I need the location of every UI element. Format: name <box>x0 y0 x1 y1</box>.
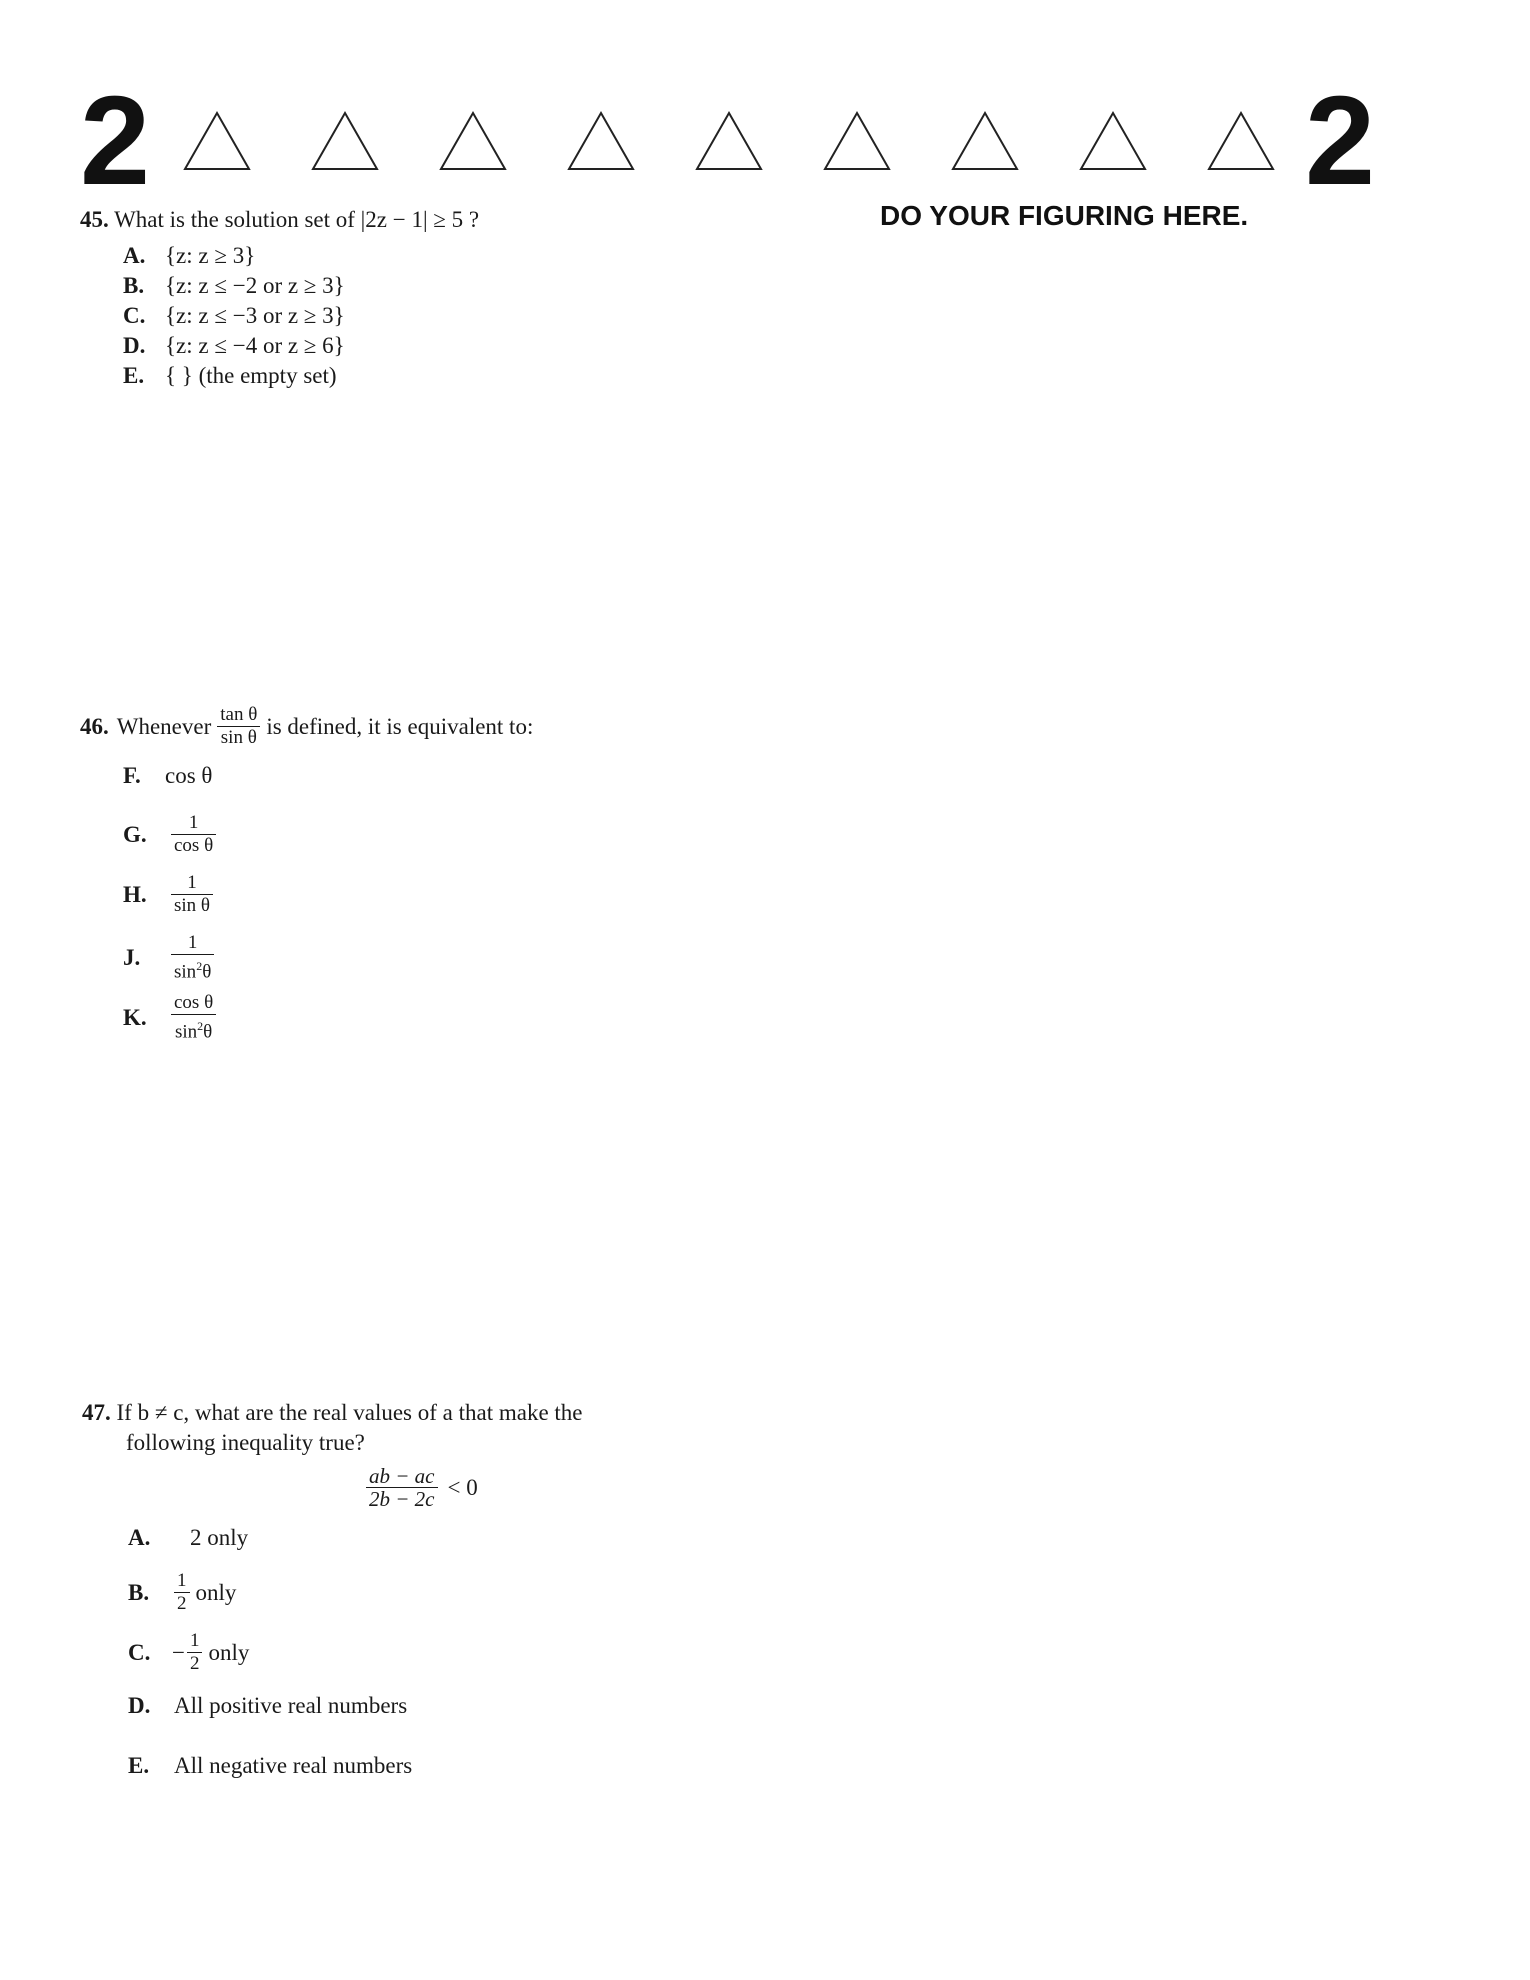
option-text: only <box>208 1639 250 1665</box>
denominator-variable: θ <box>202 961 212 983</box>
option-text: {z: z ≤ −3 or z ≥ 3} <box>165 303 345 328</box>
option-46-j[interactable] <box>123 932 220 983</box>
option-47-e[interactable] <box>128 1753 412 1779</box>
triangle-icon <box>438 110 508 172</box>
question-text-line2: following inequality true? <box>126 1430 365 1455</box>
option-47-a[interactable] <box>128 1525 248 1551</box>
fraction-denominator: sin θ <box>220 727 257 748</box>
fraction-numerator: 1 <box>174 1570 190 1593</box>
triangle-icon <box>1206 110 1276 172</box>
option-47-b[interactable] <box>128 1570 236 1615</box>
option-47-d[interactable] <box>128 1693 407 1719</box>
triangle-icon <box>182 110 252 172</box>
option-letter: J. <box>123 944 141 970</box>
question-number: 45. <box>80 207 109 232</box>
option-fraction <box>171 932 214 983</box>
option-47-c[interactable] <box>128 1630 249 1675</box>
option-letter: B. <box>128 1579 150 1605</box>
option-letter: A. <box>123 243 146 268</box>
option-letter: E. <box>128 1753 150 1778</box>
figuring-label: DO YOUR FIGURING HERE. <box>880 200 1249 231</box>
option-45-e[interactable] <box>123 363 337 389</box>
page-header <box>0 0 1530 211</box>
option-text: All negative real numbers <box>174 1753 413 1778</box>
fraction-denominator <box>171 955 214 983</box>
triangle-icon <box>310 110 380 172</box>
option-letter: D. <box>128 1693 151 1718</box>
option-letter: C. <box>128 1639 151 1665</box>
triangle-icon <box>566 110 636 172</box>
fraction-denominator: 2b − 2c <box>369 1487 435 1511</box>
question-number: 47. <box>82 1400 111 1425</box>
option-fraction <box>171 812 216 857</box>
option-45-c[interactable] <box>123 303 345 329</box>
inequality-fraction <box>366 1465 438 1510</box>
fraction-denominator <box>171 1015 216 1043</box>
denominator-variable: θ <box>203 1021 213 1043</box>
option-46-k[interactable] <box>123 992 222 1043</box>
option-text: 2 only <box>190 1525 249 1550</box>
option-text: {z: z ≥ 3} <box>165 243 256 268</box>
fraction-numerator: 1 <box>171 932 214 955</box>
denominator-exponent: 2 <box>197 1019 204 1033</box>
question-number: 46. <box>80 713 109 739</box>
option-letter: C. <box>123 303 146 328</box>
option-45-a[interactable] <box>123 243 255 269</box>
section-number-left: 2 <box>80 70 151 211</box>
triangle-icon <box>1078 110 1148 172</box>
denominator-base: sin <box>174 1021 198 1043</box>
option-45-d[interactable] <box>123 333 345 359</box>
fraction-numerator: 1 <box>171 872 213 895</box>
option-46-g[interactable] <box>123 812 222 857</box>
denominator-exponent: 2 <box>196 959 203 973</box>
fraction-denominator: cos θ <box>174 835 214 856</box>
question-text-pre: Whenever <box>116 713 212 739</box>
option-letter: G. <box>123 821 147 847</box>
option-text: only <box>195 1579 237 1605</box>
fraction-denominator: 2 <box>189 1653 200 1674</box>
option-46-f[interactable] <box>123 763 212 789</box>
fraction-numerator: 1 <box>171 812 216 835</box>
fraction-numerator: 1 <box>187 1630 203 1653</box>
option-text: { } (the empty set) <box>165 363 337 388</box>
option-letter: H. <box>123 881 147 907</box>
question-text-post: is defined, it is equivalent to: <box>266 713 534 739</box>
option-letter: A. <box>128 1525 151 1550</box>
inequality-expression <box>360 1465 478 1510</box>
question-text-line1: If b ≠ c, what are the real values of a that make the <box>116 1400 583 1425</box>
option-text: {z: z ≤ −2 or z ≥ 3} <box>165 273 345 298</box>
fraction-numerator: cos θ <box>171 992 216 1015</box>
option-letter: E. <box>123 363 145 388</box>
question-45-stem <box>80 205 479 235</box>
fraction-numerator: ab − ac <box>366 1465 438 1488</box>
option-letter: D. <box>123 333 146 358</box>
triangle-icon <box>694 110 764 172</box>
option-fraction <box>174 1570 190 1615</box>
denominator-base: sin <box>174 961 197 983</box>
question-47-stem <box>82 1398 583 1458</box>
fraction-denominator: 2 <box>177 1593 187 1614</box>
option-sign: − <box>172 1639 185 1665</box>
option-fraction <box>187 1630 203 1675</box>
question-46-stem <box>80 704 533 749</box>
section-number-right: 2 <box>1305 70 1376 211</box>
option-letter: B. <box>123 273 145 298</box>
triangle-icon <box>950 110 1020 172</box>
fraction-numerator: tan θ <box>217 704 260 727</box>
option-46-h[interactable] <box>123 872 219 917</box>
option-45-b[interactable] <box>123 273 345 299</box>
option-fraction <box>171 872 213 917</box>
option-letter: F. <box>123 763 141 788</box>
stem-fraction <box>217 704 260 749</box>
inequality-rhs: < 0 <box>447 1474 478 1500</box>
question-text: What is the solution set of |2z − 1| ≥ 5 ? <box>114 207 480 232</box>
option-text: All positive real numbers <box>174 1693 408 1718</box>
option-letter: K. <box>123 1004 147 1030</box>
triangle-icon <box>822 110 892 172</box>
option-text: {z: z ≤ −4 or z ≥ 6} <box>165 333 345 358</box>
option-fraction <box>171 992 216 1043</box>
option-text: cos θ <box>165 763 213 788</box>
fraction-denominator: sin θ <box>174 895 211 916</box>
